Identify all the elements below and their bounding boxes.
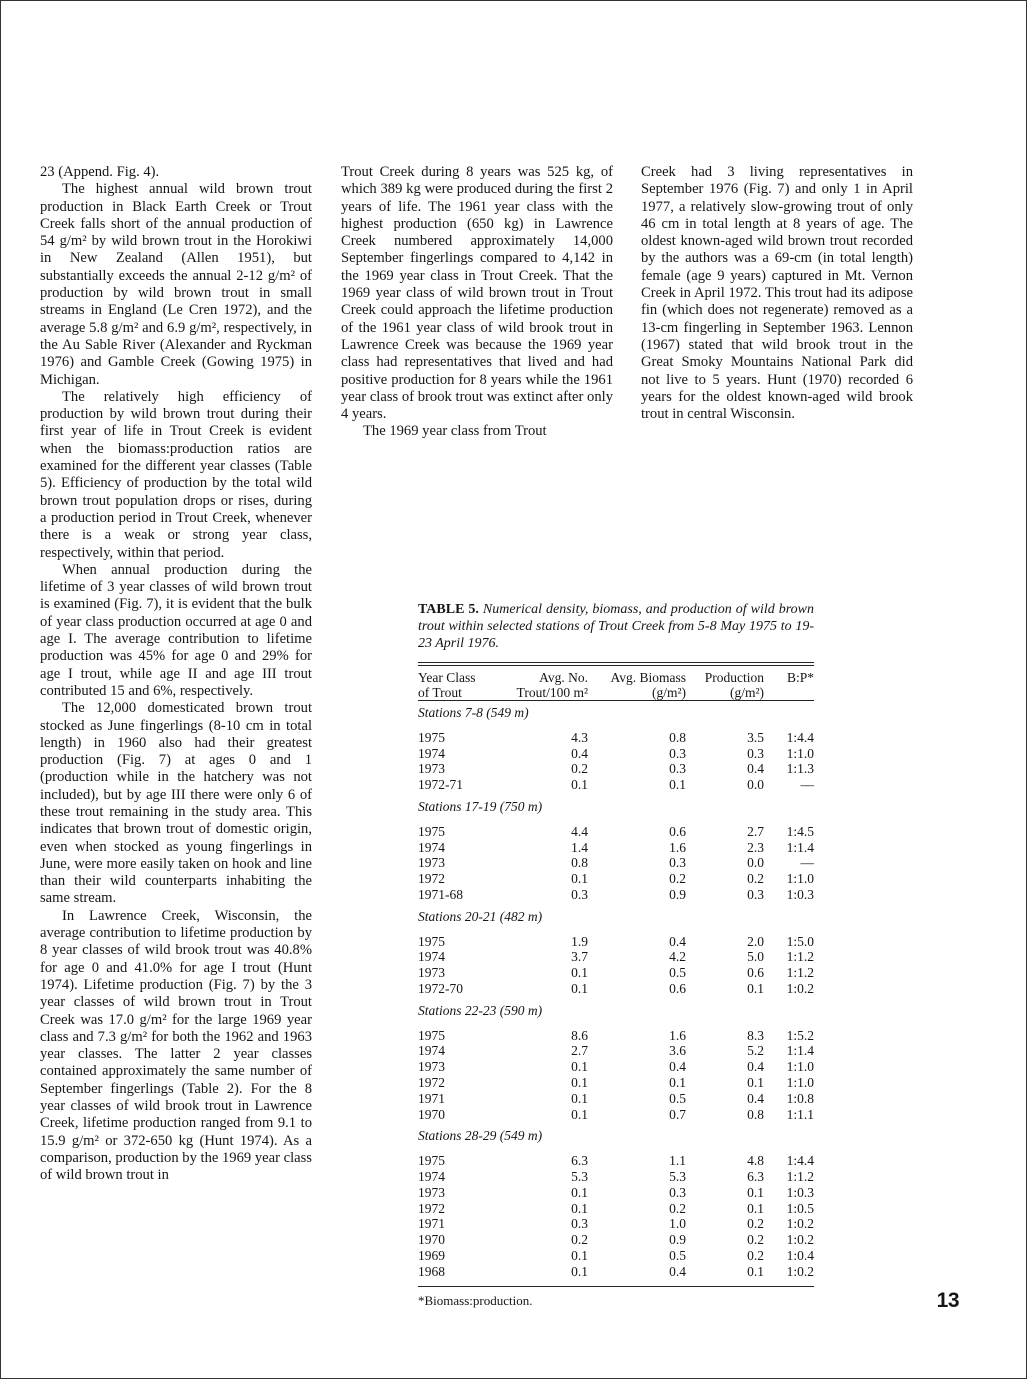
cell-year-class: 1975: [418, 729, 445, 745]
cell-avg-no: 0.1: [571, 871, 588, 887]
table-row: [418, 1216, 814, 1232]
cell-avg-biomass: 0.7: [669, 1106, 686, 1122]
cell-bp-ratio: 1:0.2: [786, 980, 814, 996]
station-group: [418, 799, 814, 903]
cell-avg-no: 6.3: [571, 1153, 588, 1169]
table-row: [418, 746, 814, 762]
table-row: [418, 1091, 814, 1107]
cell-year-class: 1973: [418, 855, 445, 871]
paragraph: 23 (Append. Fig. 4).: [40, 164, 160, 180]
table-row: [418, 1059, 814, 1075]
cell-bp-ratio: 1:1.2: [786, 949, 814, 965]
cell-avg-biomass: 1.1: [669, 1153, 686, 1169]
cell-bp-ratio: 1:1.0: [786, 745, 814, 761]
cell-year-class: 1971: [418, 1216, 445, 1232]
cell-production: 0.0: [747, 777, 764, 793]
text-column-1: [40, 164, 312, 1185]
cell-production: 0.2: [747, 1247, 764, 1263]
cell-bp-ratio: 1:1.2: [786, 1168, 814, 1184]
cell-avg-no: 0.1: [571, 1090, 588, 1106]
cell-year-class: 1974: [418, 1043, 445, 1059]
paragraph: The 12,000 domesticated brown trout stocked as June fingerlings (8-10 cm in total length) in 1960 also had their greatest production (Fig. 7) at ages 0 and 1 (production while in the hatchery was not included), but by age III there were only 6 of these trout remaining in the study area. This indicates that brown trout of domestic origin, even when stocked as young fingerlings in June, were more easily taken on hook and line than their wild counterparts inhabiting the same stream.: [40, 700, 312, 907]
cell-avg-no: 1.9: [571, 933, 588, 949]
page-number: 13: [936, 1289, 959, 1312]
cell-bp-ratio: 1:1.1: [786, 1106, 814, 1122]
cell-year-class: 1968: [418, 1263, 445, 1279]
table-label: TABLE 5.: [418, 602, 479, 617]
cell-production: 0.4: [747, 1090, 764, 1106]
cell-production: 0.2: [747, 871, 764, 887]
table-row: [418, 871, 814, 887]
cell-production: 0.4: [747, 1059, 764, 1075]
cell-avg-no: 3.7: [571, 949, 588, 965]
cell-year-class: 1972-71: [418, 777, 463, 793]
cell-avg-no: 0.1: [571, 1263, 588, 1279]
table-5: [418, 601, 814, 1308]
cell-year-class: 1971-68: [418, 886, 463, 902]
cell-avg-biomass: 0.9: [669, 1232, 686, 1248]
cell-bp-ratio: 1:0.8: [786, 1090, 814, 1106]
cell-avg-biomass: 0.3: [669, 1184, 686, 1200]
table-row: [418, 1248, 814, 1264]
cell-avg-biomass: 1.0: [669, 1216, 686, 1232]
cell-bp-ratio: 1:1.2: [786, 965, 814, 981]
cell-year-class: 1970: [418, 1232, 445, 1248]
cell-avg-biomass: 0.8: [669, 729, 686, 745]
cell-production: 0.3: [747, 886, 764, 902]
table-row: [418, 1075, 814, 1091]
cell-avg-no: 1.4: [571, 839, 588, 855]
cell-production: 0.1: [747, 1184, 764, 1200]
cell-year-class: 1972-70: [418, 980, 463, 996]
table-row: [418, 965, 814, 981]
cell-production: 0.1: [747, 980, 764, 996]
cell-avg-biomass: 0.5: [669, 965, 686, 981]
cell-production: 0.1: [747, 1074, 764, 1090]
cell-avg-biomass: 0.6: [669, 823, 686, 839]
cell-avg-no: 0.2: [571, 761, 588, 777]
cell-avg-biomass: 0.1: [669, 1074, 686, 1090]
table-bottom-rule: [418, 1286, 814, 1287]
cell-production: 6.3: [747, 1168, 764, 1184]
cell-avg-no: 0.1: [571, 1200, 588, 1216]
cell-avg-biomass: 0.6: [669, 980, 686, 996]
text-column-3: [641, 164, 913, 423]
cell-avg-biomass: 0.9: [669, 886, 686, 902]
cell-production: 0.0: [747, 855, 764, 871]
cell-year-class: 1975: [418, 1153, 445, 1169]
cell-production: 2.7: [747, 823, 764, 839]
table-row: [418, 1107, 814, 1123]
cell-bp-ratio: 1:0.3: [786, 886, 814, 902]
cell-bp-ratio: 1:0.5: [786, 1200, 814, 1216]
text-column-2: [341, 164, 613, 441]
cell-year-class: 1975: [418, 823, 445, 839]
cell-production: 5.2: [747, 1043, 764, 1059]
cell-year-class: 1975: [418, 933, 445, 949]
cell-avg-biomass: 0.2: [669, 871, 686, 887]
table-row: [418, 1264, 814, 1280]
table-footnote: *Biomass:production.: [418, 1292, 533, 1308]
cell-bp-ratio: 1:4.4: [786, 729, 814, 745]
paragraph: When annual production during the lifetime of 3 year classes of wild brown trout is examined (Fig. 7), it is evident that the bulk of year class production occurred at age 0 and age I. The average contribution to lifetime production was 45% for age 0 and 29% for age I trout, while age II and age III trout contributed 15 and 6%, respectively.: [40, 561, 312, 699]
cell-avg-biomass: 4.2: [669, 949, 686, 965]
header-avg-no: Avg. No. Trout/100 m²: [516, 670, 588, 700]
cell-avg-biomass: 0.4: [669, 933, 686, 949]
cell-bp-ratio: 1:1.4: [786, 1043, 814, 1059]
cell-avg-biomass: 0.3: [669, 855, 686, 871]
table-row: [418, 855, 814, 871]
paragraph: The highest annual wild brown trout production in Black Earth Creek or Trout Creek falls short of the annual production of 54 g/m² by wild brown trout in the Horokiwi in New Zealand (Allen 1951), but substantially exceeds the annual 2-12 g/m² of production by wild brown trout in small streams in England (Le Cren 1972), and the average 5.8 g/m² and 6.9 g/m², respectively, in the Au Sable River (Alexander and Ryckman 1976) and Gamble Creek (Gowing 1975) in Michigan.: [40, 181, 312, 388]
station-group: [418, 1003, 814, 1123]
cell-bp-ratio: 1:5.0: [786, 933, 814, 949]
header-bp-ratio: B:P*: [786, 670, 814, 685]
station-heading: Stations 28-29 (549 m): [418, 1128, 543, 1144]
cell-avg-no: 4.3: [571, 729, 588, 745]
station-heading: Stations 7-8 (549 m): [418, 705, 529, 720]
cell-production: 0.6: [747, 965, 764, 981]
cell-avg-no: 0.1: [571, 1074, 588, 1090]
table-top-rule: [418, 662, 814, 666]
cell-production: 0.2: [747, 1232, 764, 1248]
cell-bp-ratio: —: [800, 777, 814, 793]
table-row: [418, 1185, 814, 1201]
station-group: [418, 705, 814, 793]
cell-avg-no: 0.4: [571, 745, 588, 761]
paragraph: The relatively high efficiency of production by wild brown trout during their first year of life in Trout Creek is evident when the biomass:production ratios are examined for the different year classes (Table 5). Efficiency of production by the total wild brown trout population drops or rises, during a production period in Trout Creek, whenever there is a weak or strong year class, respectively, within that period.: [40, 388, 312, 561]
cell-year-class: 1973: [418, 965, 445, 981]
cell-avg-biomass: 0.5: [669, 1090, 686, 1106]
station-heading: Stations 17-19 (750 m): [418, 798, 543, 814]
cell-year-class: 1972: [418, 871, 445, 887]
station-heading: Stations 22-23 (590 m): [418, 1002, 543, 1018]
table-header: [418, 670, 814, 700]
table-row: [418, 887, 814, 903]
cell-avg-biomass: 0.4: [669, 1059, 686, 1075]
table-row: [418, 824, 814, 840]
cell-year-class: 1969: [418, 1247, 445, 1263]
cell-bp-ratio: 1:0.2: [786, 1216, 814, 1232]
cell-avg-no: 0.3: [571, 886, 588, 902]
paragraph: The 1969 year class from Trout: [363, 423, 547, 440]
cell-bp-ratio: 1:4.5: [786, 823, 814, 839]
cell-bp-ratio: 1:0.3: [786, 1184, 814, 1200]
header-avg-biomass: Avg. Biomass (g/m²): [610, 670, 686, 700]
cell-year-class: 1972: [418, 1200, 445, 1216]
cell-avg-biomass: 0.4: [669, 1263, 686, 1279]
table-row: [418, 1153, 814, 1169]
cell-avg-no: 0.3: [571, 1216, 588, 1232]
table-caption: [418, 601, 814, 652]
station-heading: Stations 20-21 (482 m): [418, 908, 543, 924]
cell-avg-biomass: 0.3: [669, 745, 686, 761]
cell-avg-no: 4.4: [571, 823, 588, 839]
cell-bp-ratio: 1:4.4: [786, 1153, 814, 1169]
cell-production: 8.3: [747, 1027, 764, 1043]
station-group: [418, 909, 814, 997]
cell-bp-ratio: 1:1.4: [786, 839, 814, 855]
cell-production: 2.3: [747, 839, 764, 855]
cell-avg-no: 0.1: [571, 980, 588, 996]
cell-year-class: 1970: [418, 1106, 445, 1122]
cell-avg-biomass: 0.5: [669, 1247, 686, 1263]
table-row: [418, 1028, 814, 1044]
cell-bp-ratio: 1:1.0: [786, 1074, 814, 1090]
header-production: Production (g/m²): [704, 670, 764, 700]
cell-production: 0.1: [747, 1263, 764, 1279]
table-row: [418, 840, 814, 856]
cell-production: 0.1: [747, 1200, 764, 1216]
cell-bp-ratio: 1:1.0: [786, 1059, 814, 1075]
cell-avg-no: 0.1: [571, 1059, 588, 1075]
table-row: [418, 761, 814, 777]
cell-avg-biomass: 1.6: [669, 839, 686, 855]
table-caption-text: Numerical density, biomass, and production of wild brown trout within selected stations of Trout Creek from 5-8 May 1975 to 19-23 April 1976.: [418, 602, 814, 651]
cell-year-class: 1973: [418, 1059, 445, 1075]
cell-avg-biomass: 3.6: [669, 1043, 686, 1059]
cell-bp-ratio: —: [800, 855, 814, 871]
cell-year-class: 1971: [418, 1090, 445, 1106]
cell-bp-ratio: 1:1.3: [786, 761, 814, 777]
cell-avg-no: 5.3: [571, 1168, 588, 1184]
cell-avg-no: 0.1: [571, 777, 588, 793]
paragraph: Creek had 3 living representatives in September 1976 (Fig. 7) and only 1 in April 1977, a relatively slow-growing trout of only 46 cm in total length at 8 years of age. The oldest known-aged wild brown trout recorded by the authors was a 69-cm (in total length) female (age 9 years) captured in Mt. Vernon Creek in April 1972. This trout had its adipose fin (which does not regenerate) removed as a 13-cm fingerling in September 1963. Lennon (1967) stated that wild brook trout in the Great Smoky Mountains National Park did not live to 5 years. Hunt (1970) recorded 6 years for the oldest known-aged wild brook trout in central Wisconsin.: [641, 164, 913, 423]
cell-production: 0.3: [747, 745, 764, 761]
cell-avg-biomass: 0.1: [669, 777, 686, 793]
cell-avg-biomass: 0.3: [669, 761, 686, 777]
cell-avg-biomass: 0.2: [669, 1200, 686, 1216]
cell-year-class: 1973: [418, 1184, 445, 1200]
table-row: [418, 1232, 814, 1248]
cell-production: 0.4: [747, 761, 764, 777]
paragraph: In Lawrence Creek, Wisconsin, the average contribution to lifetime production by 8 year classes of wild brook trout was 40.8% for age 0 and 41.0% for age I trout (Hunt 1974). Lifetime production (Fig. 7) by the 3 year classes of wild brown trout in Trout Creek was 17.0 g/m² for the large 1969 year class and 7.3 g/m² for both the 1962 and 1963 year classes. The latter 2 year classes contained approximately the same number of September fingerlings (Table 2). For the 8 year classes of wild brook trout in Lawrence Creek, lifetime production ranged from 9.1 to 15.9 g/m² or 372-650 kg (Hunt 1974). As a comparison, production by the 1969 year class of wild brown trout in: [40, 907, 312, 1184]
cell-avg-no: 0.1: [571, 965, 588, 981]
cell-year-class: 1973: [418, 761, 445, 777]
cell-avg-no: 0.1: [571, 1184, 588, 1200]
cell-year-class: 1975: [418, 1027, 445, 1043]
header-year-class: Year Class of Trout: [418, 670, 476, 700]
table-row: [418, 1043, 814, 1059]
table-row: [418, 981, 814, 997]
cell-avg-no: 2.7: [571, 1043, 588, 1059]
table-row: [418, 1169, 814, 1185]
cell-avg-no: 0.1: [571, 1106, 588, 1122]
cell-bp-ratio: 1:5.2: [786, 1027, 814, 1043]
cell-avg-no: 0.2: [571, 1232, 588, 1248]
table-row: [418, 1201, 814, 1217]
cell-avg-no: 8.6: [571, 1027, 588, 1043]
table-header-rule: [418, 700, 814, 701]
table-body: [418, 705, 814, 1280]
cell-year-class: 1974: [418, 1168, 445, 1184]
cell-avg-biomass: 1.6: [669, 1027, 686, 1043]
cell-avg-biomass: 5.3: [669, 1168, 686, 1184]
cell-production: 5.0: [747, 949, 764, 965]
cell-year-class: 1974: [418, 949, 445, 965]
cell-production: 3.5: [747, 729, 764, 745]
cell-production: 4.8: [747, 1153, 764, 1169]
cell-year-class: 1972: [418, 1074, 445, 1090]
cell-bp-ratio: 1:0.2: [786, 1232, 814, 1248]
cell-production: 2.0: [747, 933, 764, 949]
station-group: [418, 1128, 814, 1279]
table-row: [418, 949, 814, 965]
cell-production: 0.8: [747, 1106, 764, 1122]
table-row: [418, 730, 814, 746]
table-row: [418, 777, 814, 793]
cell-avg-no: 0.1: [571, 1247, 588, 1263]
cell-bp-ratio: 1:1.0: [786, 871, 814, 887]
paragraph: Trout Creek during 8 years was 525 kg, of which 389 kg were produced during the first 2 years of life. The 1961 year class with the highest production (650 kg) in Lawrence Creek numbered approximately 14,000 September fingerlings compared to 4,142 in the 1969 year class in Trout Creek. That the 1969 year class of wild brown trout in Trout Creek could approach the lifetime production of the 1961 year class of wild brook trout in Lawrence Creek was because the 1969 year class had representatives that lived and had positive production for 8 years while the 1961 year class of brook trout was extinct after only 4 years.: [341, 164, 613, 423]
cell-bp-ratio: 1:0.4: [786, 1247, 814, 1263]
cell-year-class: 1974: [418, 745, 445, 761]
cell-year-class: 1974: [418, 839, 445, 855]
table-row: [418, 934, 814, 950]
cell-bp-ratio: 1:0.2: [786, 1263, 814, 1279]
cell-production: 0.2: [747, 1216, 764, 1232]
cell-avg-no: 0.8: [571, 855, 588, 871]
